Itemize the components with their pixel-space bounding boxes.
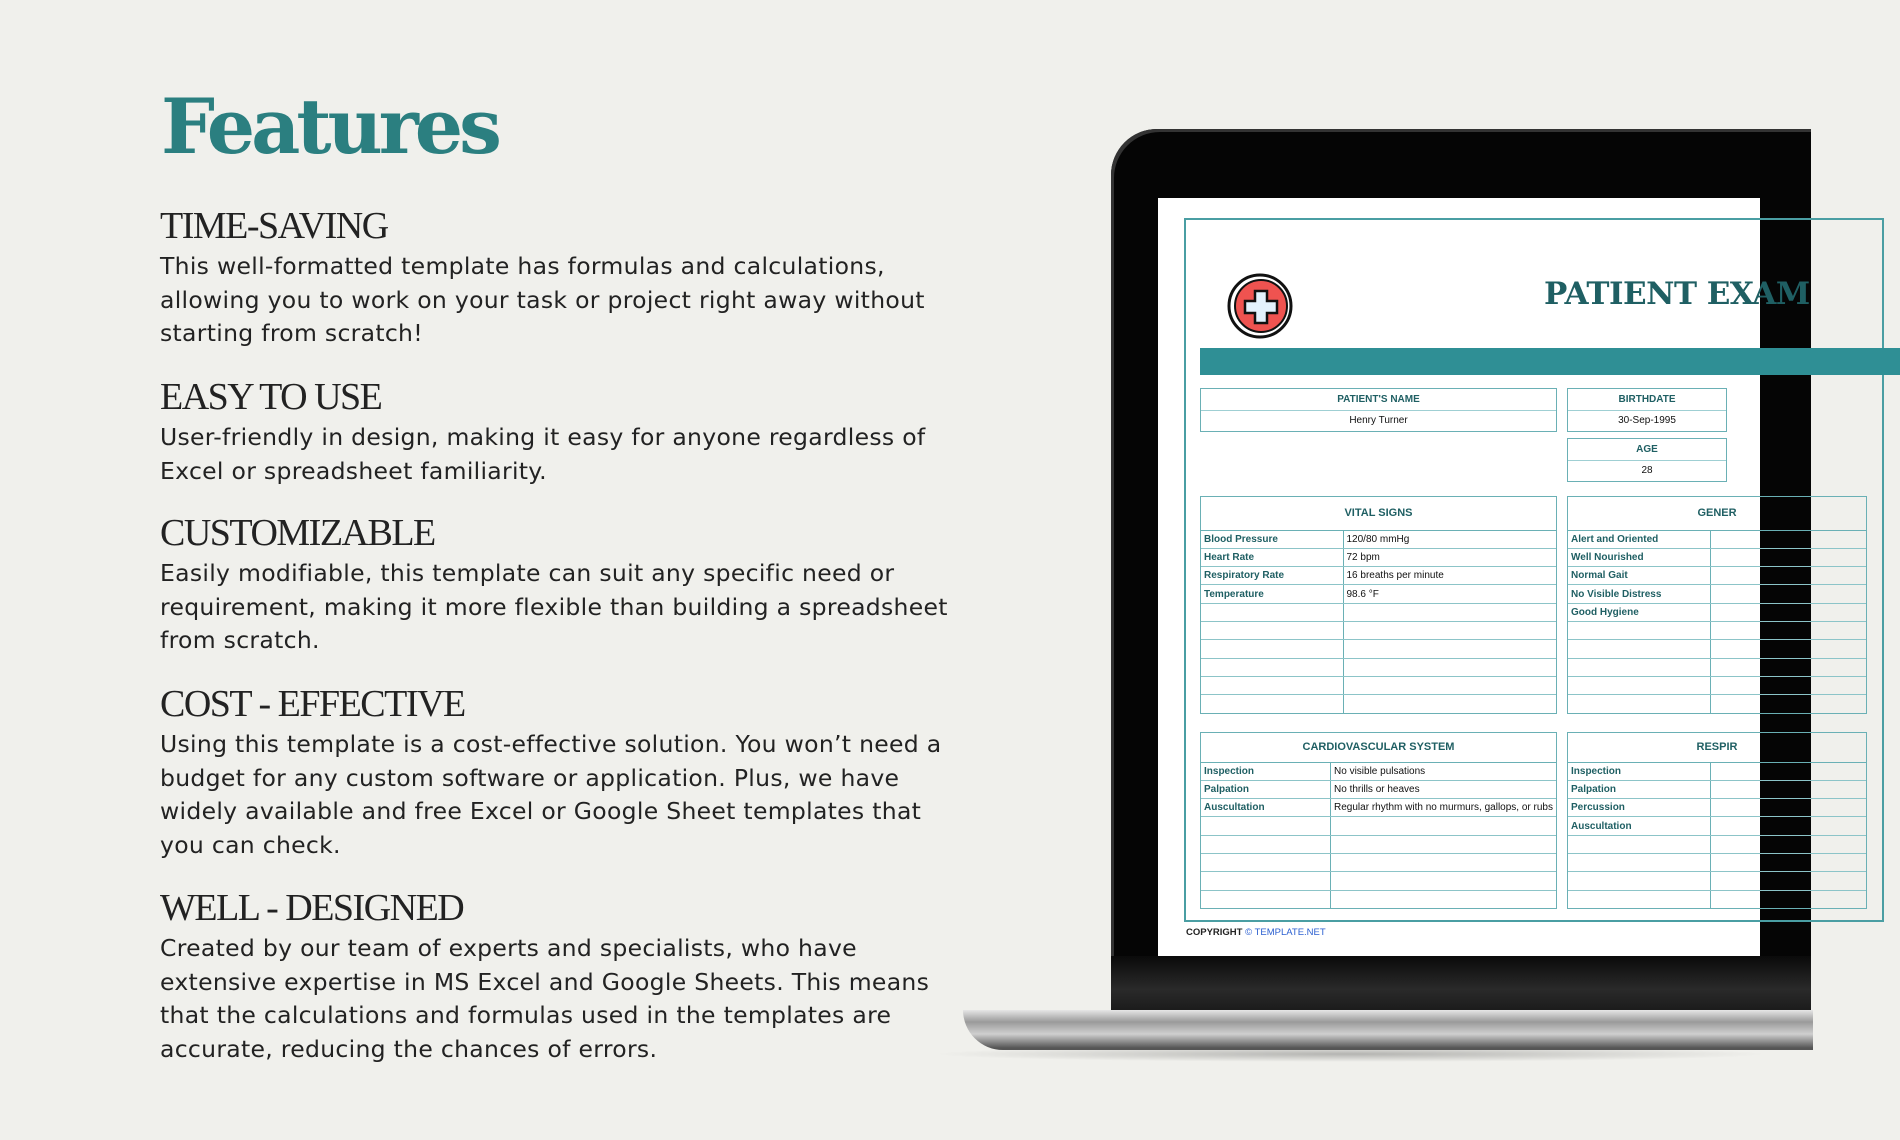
row-label — [1201, 621, 1343, 639]
row-value[interactable] — [1710, 695, 1866, 713]
row-value[interactable] — [1331, 853, 1556, 871]
table-row — [1568, 676, 1866, 694]
feature-customizable — [160, 511, 960, 658]
row-value[interactable] — [1710, 603, 1866, 621]
copyright-label: COPYRIGHT — [1186, 927, 1243, 938]
table-row — [1568, 603, 1866, 621]
table-row — [1568, 890, 1866, 908]
row-label: Palpation — [1201, 780, 1331, 798]
table-row — [1201, 658, 1556, 676]
row-value[interactable] — [1710, 621, 1866, 639]
row-value[interactable] — [1710, 548, 1866, 566]
table-row — [1568, 817, 1866, 835]
feature-text: Using this template is a cost-effective solution. You won’t need a budget for any custom software or application. Plus, we have widely available and free Excel or Google Sheet templates that you can check. — [160, 730, 942, 859]
table-row — [1568, 695, 1866, 713]
age-box — [1567, 438, 1727, 482]
row-label: Inspection — [1568, 762, 1710, 780]
age-label: AGE — [1568, 439, 1726, 461]
general-table — [1567, 496, 1867, 714]
copyright-link[interactable]: © TEMPLATE.NET — [1245, 927, 1326, 938]
table-row — [1201, 640, 1556, 658]
row-label: Temperature — [1201, 585, 1343, 603]
feature-title: EASY TO USE — [160, 376, 382, 418]
laptop-base — [963, 1010, 1813, 1050]
table-row — [1568, 762, 1866, 780]
table-row — [1568, 548, 1866, 566]
age-value[interactable]: 28 — [1641, 465, 1653, 476]
row-label: Alert and Oriented — [1568, 530, 1710, 548]
table-row — [1568, 585, 1866, 603]
feature-title: TIME-SAVING — [160, 205, 388, 247]
row-label — [1201, 695, 1343, 713]
row-label: Heart Rate — [1201, 548, 1343, 566]
table-row — [1201, 530, 1556, 548]
table-row — [1201, 548, 1556, 566]
row-value[interactable] — [1343, 621, 1556, 639]
row-label: Normal Gait — [1568, 567, 1710, 585]
row-label: Auscultation — [1201, 799, 1331, 817]
cardiovascular-table — [1200, 732, 1557, 909]
table-row — [1201, 780, 1556, 798]
table-row — [1568, 853, 1866, 871]
birthdate-value[interactable]: 30-Sep-1995 — [1618, 415, 1676, 426]
table-title: CARDIOVASCULAR SYSTEM — [1201, 733, 1556, 762]
row-label: Percussion — [1568, 799, 1710, 817]
table-row — [1568, 780, 1866, 798]
table-row — [1201, 890, 1556, 908]
table-row — [1201, 585, 1556, 603]
feature-text: This well-formatted template has formulas and calculations, allowing you to work on your task or project right away without starting from scratch! — [160, 252, 925, 347]
feature-cost-effective — [160, 682, 960, 862]
row-value[interactable] — [1710, 853, 1866, 871]
row-label — [1201, 603, 1343, 621]
feature-text: User-friendly in design, making it easy for anyone regardless of Excel or spreadsheet familiarity. — [160, 423, 926, 485]
row-label: Inspection — [1201, 762, 1331, 780]
row-value[interactable]: 72 bpm — [1343, 548, 1556, 566]
header-bar — [1200, 348, 1900, 375]
table-row — [1568, 835, 1866, 853]
row-value[interactable] — [1710, 567, 1866, 585]
row-label — [1568, 890, 1710, 908]
table-title: VITAL SIGNS — [1201, 497, 1556, 530]
respiratory-table — [1567, 732, 1867, 909]
row-value[interactable] — [1710, 780, 1866, 798]
feature-text: Created by our team of experts and specialists, who have extensive expertise in MS Excel and Google Sheets. This means that the calculations and formulas used in the templates are accurate, reducing the chances of errors. — [160, 934, 930, 1063]
row-label — [1201, 853, 1331, 871]
table-row — [1201, 695, 1556, 713]
row-label: Respiratory Rate — [1201, 567, 1343, 585]
feature-text: Easily modifiable, this template can suit any specific need or requirement, making it more flexible than building a spreadsheet from scratch. — [160, 559, 948, 654]
row-value[interactable] — [1710, 585, 1866, 603]
table-row — [1201, 676, 1556, 694]
row-label — [1568, 853, 1710, 871]
feature-well-designed — [160, 886, 960, 1066]
row-value[interactable] — [1331, 872, 1556, 890]
row-label — [1568, 676, 1710, 694]
row-label — [1201, 890, 1331, 908]
sheet-title: PATIENT EXAM — [1544, 276, 1810, 312]
row-value[interactable]: No thrills or heaves — [1331, 780, 1556, 798]
table-row — [1568, 640, 1866, 658]
row-value[interactable] — [1331, 835, 1556, 853]
row-value[interactable] — [1331, 890, 1556, 908]
feature-title: CUSTOMIZABLE — [160, 512, 435, 554]
table-row — [1201, 853, 1556, 871]
table-row — [1568, 621, 1866, 639]
row-label: Good Hygiene — [1568, 603, 1710, 621]
copyright — [1186, 927, 1326, 938]
row-value[interactable]: 98.6 °F — [1343, 585, 1556, 603]
table-row — [1201, 567, 1556, 585]
patient-name-box — [1200, 388, 1557, 432]
table-row — [1568, 658, 1866, 676]
table-title: RESPIR — [1568, 733, 1866, 762]
row-label — [1568, 640, 1710, 658]
row-value[interactable]: No visible pulsations — [1331, 762, 1556, 780]
table-row — [1201, 621, 1556, 639]
table-row — [1568, 872, 1866, 890]
row-value[interactable] — [1710, 835, 1866, 853]
patient-name-value[interactable]: Henry Turner — [1349, 415, 1408, 426]
laptop-chin — [1111, 956, 1811, 1012]
row-value[interactable] — [1343, 603, 1556, 621]
row-value[interactable] — [1710, 817, 1866, 835]
row-value[interactable] — [1710, 762, 1866, 780]
feature-time-saving — [160, 204, 960, 351]
birthdate-label: BIRTHDATE — [1568, 389, 1726, 411]
row-label: Auscultation — [1568, 817, 1710, 835]
row-label — [1568, 621, 1710, 639]
feature-title: COST - EFFECTIVE — [160, 683, 465, 725]
table-row — [1201, 817, 1556, 835]
row-value[interactable] — [1710, 658, 1866, 676]
row-value[interactable] — [1710, 676, 1866, 694]
row-label — [1568, 872, 1710, 890]
patient-name-label: PATIENT'S NAME — [1201, 389, 1556, 411]
row-label — [1201, 817, 1331, 835]
row-value[interactable] — [1710, 640, 1866, 658]
row-value[interactable] — [1343, 640, 1556, 658]
table-row — [1568, 567, 1866, 585]
table-row — [1568, 799, 1866, 817]
row-label: Well Nourished — [1568, 548, 1710, 566]
laptop-screen — [1158, 198, 1810, 956]
row-label: No Visible Distress — [1568, 585, 1710, 603]
row-value[interactable]: Regular rhythm with no murmurs, gallops, or rubs — [1331, 799, 1556, 817]
row-value[interactable] — [1710, 799, 1866, 817]
row-label — [1201, 640, 1343, 658]
feature-title: WELL - DESIGNED — [160, 887, 464, 929]
row-label: Palpation — [1568, 780, 1710, 798]
row-label — [1568, 835, 1710, 853]
row-label — [1201, 658, 1343, 676]
page-title: Features — [161, 82, 498, 171]
row-value[interactable] — [1343, 695, 1556, 713]
vital-signs-table — [1200, 496, 1557, 714]
row-label — [1568, 695, 1710, 713]
row-value[interactable] — [1710, 890, 1866, 908]
feature-easy-to-use — [160, 375, 960, 488]
spreadsheet-preview — [1184, 218, 1884, 922]
table-row — [1201, 603, 1556, 621]
row-value[interactable]: 120/80 mmHg — [1343, 530, 1556, 548]
row-label — [1201, 872, 1331, 890]
table-row — [1201, 799, 1556, 817]
row-label: Blood Pressure — [1201, 530, 1343, 548]
birthdate-box — [1567, 388, 1727, 432]
row-label — [1201, 676, 1343, 694]
table-row — [1201, 762, 1556, 780]
table-row — [1568, 530, 1866, 548]
medical-cross-icon — [1226, 272, 1294, 340]
row-label — [1568, 658, 1710, 676]
row-value[interactable] — [1710, 872, 1866, 890]
table-row — [1201, 872, 1556, 890]
row-value[interactable] — [1331, 817, 1556, 835]
row-value[interactable] — [1343, 676, 1556, 694]
row-label — [1201, 835, 1331, 853]
row-value[interactable]: 16 breaths per minute — [1343, 567, 1556, 585]
row-value[interactable] — [1343, 658, 1556, 676]
table-row — [1201, 835, 1556, 853]
table-title: GENER — [1568, 497, 1866, 530]
row-value[interactable] — [1710, 530, 1866, 548]
